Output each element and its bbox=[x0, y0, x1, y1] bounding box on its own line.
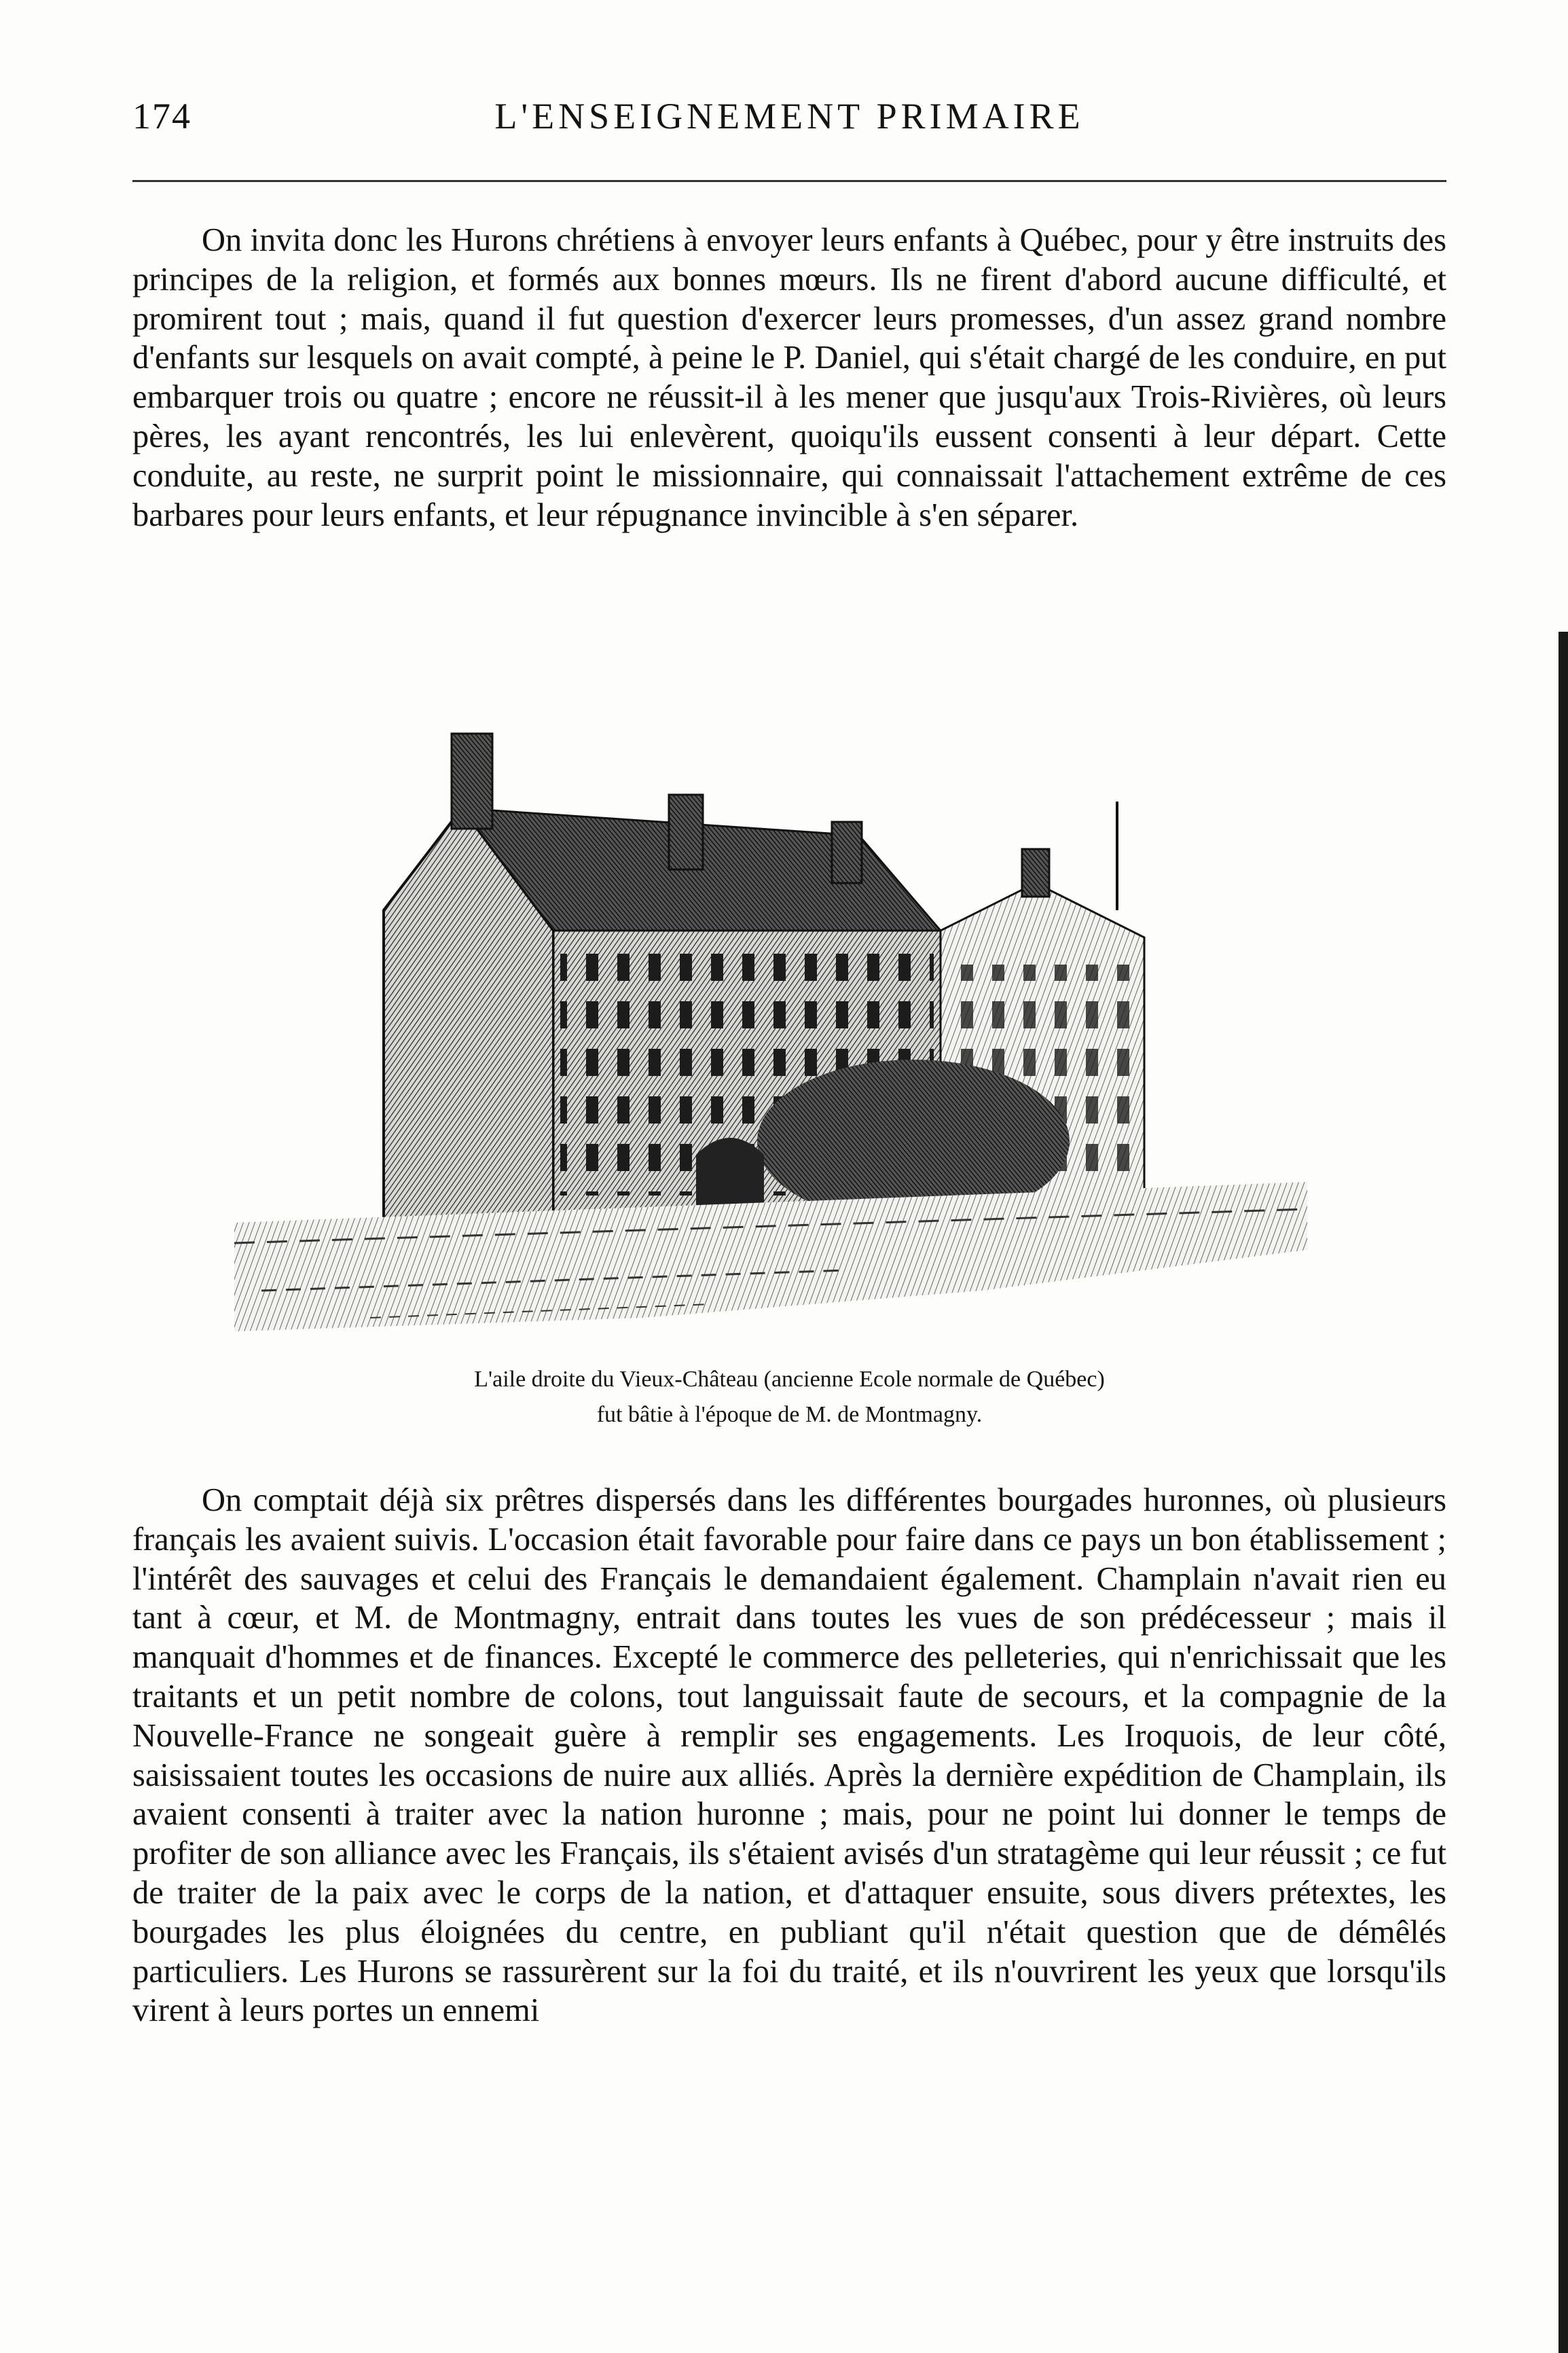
running-title: L'ENSEIGNEMENT PRIMAIRE bbox=[494, 96, 1084, 137]
page-header bbox=[132, 95, 1446, 149]
paragraph-2: On comptait déjà six prêtres dispersés dans les différentes bourgades huronnes, où plusieurs français les avaient suivis. L'occasion était favorable pour faire dans ce pays un bon établissement ; l'intérêt des sauvages et celui des Français le demandaient également. Champlain n'avait rien eu tant à cœur, et M. de Montmagny, entrait dans toutes les vues de son prédécesseur ; mais il manquait d'hommes et de finances. Excepté le commerce des pelleteries, qui n'enrichissait que les traitants et un petit nombre de colons, tout languissait faute de secours, et la compagnie de la Nouvelle-France ne songeait guère à remplir ses engagements. Les Iroquois, de leur côté, saisissaient toutes les occasions de nuire aux alliés. Après la dernière expédition de Champlain, ils avaient consenti à traiter avec la nation huronne ; mais, pour ne point lui donner le temps de profiter de son alliance avec les Français, ils s'étaient avisés d'un stratagème qui leur réussit ; ce fut de traiter de la paix avec le corps de la nation, et d'attaquer ensuite, sous divers prétextes, les bourgades les plus éloignées du centre, en publiant qu'il n'était question que de démêlés particuliers. Les Hurons se rassurèrent sur la foi du traité, et ils n'ouvrirent les yeux que lorsqu'ils virent à leurs portes un ennemi bbox=[132, 1482, 1446, 2029]
caption-line-1: L'aile droite du Vieux-Château (ancienne Ecole normale de Québec) bbox=[474, 1367, 1105, 1392]
figure-caption bbox=[132, 1362, 1446, 1433]
building-illustration bbox=[234, 706, 1307, 1331]
caption-line-2: fut bâtie à l'époque de M. de Montmagny. bbox=[596, 1402, 983, 1427]
header-rule bbox=[132, 180, 1446, 182]
paragraph-1: On invita donc les Hurons chrétiens à envoyer leurs enfants à Québec, pour y être instruits des principes de la religion, et formés aux bonnes mœurs. Ils ne firent d'abord aucune difficulté, et promirent tout ; mais, quand il fut question d'exercer leurs promesses, d'un assez grand nombre d'enfants sur lesquels on avait compté, à peine le P. Daniel, qui s'était chargé de les conduire, en put embarquer trois ou quatre ; encore ne réussit-il à les mener que jusqu'aux Trois-Rivières, où leurs pères, les ayant rencontrés, les lui enlevèrent, quoiqu'ils eussent consenti à leur départ. Cette conduite, au reste, ne surprit point le missionnaire, qui connaissait l'attachement extrême de ces barbares pour leurs enfants, et leur répugnance invincible à s'en séparer. bbox=[132, 222, 1446, 533]
page-number: 174 bbox=[132, 96, 192, 137]
scan-edge-shadow bbox=[1558, 632, 1568, 2353]
